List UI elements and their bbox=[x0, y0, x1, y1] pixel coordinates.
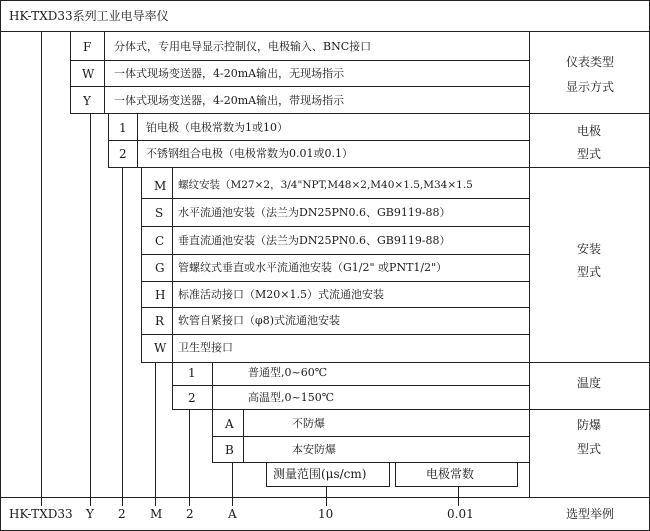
constant-box-label: 电极常数 bbox=[426, 467, 475, 481]
mount-code-h: H bbox=[155, 288, 166, 302]
mount-desc-h: 标准活动接口（M20×1.5）式流通池安装 bbox=[178, 288, 384, 301]
mount-desc-c: 垂直流通池安装（法兰为DN25PN0.6、GB9119-88） bbox=[178, 234, 451, 247]
mount-code-m: M bbox=[154, 179, 167, 193]
electrode-code-2: 2 bbox=[119, 147, 127, 161]
mount-desc-r: 软管自紧接口（φ8)式流通池安装 bbox=[178, 314, 340, 327]
mount-desc-s: 水平流通池安装（法兰为DN25PN0.6、GB9119-88） bbox=[178, 206, 451, 219]
temp-desc-2: 高温型,0~150℃ bbox=[248, 391, 335, 404]
example-model: HK-TXD33 bbox=[9, 507, 73, 521]
mount-label-line2: 型式 bbox=[577, 265, 602, 279]
explosion-code-a: A bbox=[225, 417, 234, 431]
display-desc-y: 一体式现场变送器，4-20mA输出，带现场指示 bbox=[114, 94, 345, 107]
display-code-f: F bbox=[83, 40, 92, 54]
mount-code-w: W bbox=[154, 341, 167, 355]
example-label: 选型举例 bbox=[566, 507, 615, 521]
display-code-w: W bbox=[82, 67, 95, 81]
explosion-desc-b: 本安防爆 bbox=[292, 443, 336, 456]
mount-code-s: S bbox=[155, 206, 164, 220]
temp-code-1: 1 bbox=[188, 366, 196, 380]
example-constant: 0.01 bbox=[447, 507, 474, 521]
example-electrode: 2 bbox=[118, 507, 126, 521]
range-box-label: 测量范围(μs/cm) bbox=[273, 467, 367, 481]
mount-desc-g: 管螺纹式垂直或水平流通池安装（G1/2" 或PNT1/2"） bbox=[178, 261, 448, 274]
electrode-label-line2: 型式 bbox=[577, 147, 602, 161]
explosion-code-b: B bbox=[225, 443, 234, 457]
mount-desc-m: 螺纹安装（M27×2，3/4"NPT,M48×2,M40×1.5,M34×1.5 bbox=[178, 179, 473, 191]
display-desc-f: 分体式，专用电导显示控制仪，电极输入、BNC接口 bbox=[114, 40, 372, 53]
mount-code-c: C bbox=[155, 234, 165, 248]
explosion-label-line1: 防爆 bbox=[577, 418, 602, 432]
temp-code-2: 2 bbox=[188, 391, 196, 405]
example-mount: M bbox=[150, 507, 163, 521]
explosion-desc-a: 不防爆 bbox=[292, 417, 325, 430]
mount-label-line1: 安装 bbox=[577, 242, 602, 256]
display-label-line1: 仪表类型 bbox=[566, 55, 615, 69]
electrode-desc-2: 不锈钢组合电极（电极常数为0.01或0.1） bbox=[146, 147, 353, 160]
temp-label: 温度 bbox=[577, 376, 602, 390]
example-temp: 2 bbox=[186, 507, 194, 521]
mount-code-r: R bbox=[155, 314, 165, 328]
temp-desc-1: 普通型,0~60℃ bbox=[248, 366, 328, 379]
page-title: HK-TXD33系列工业电导率仪 bbox=[9, 9, 169, 23]
example-explosion: A bbox=[228, 507, 237, 521]
mount-code-g: G bbox=[155, 261, 165, 275]
display-code-y: Y bbox=[83, 94, 91, 108]
electrode-desc-1: 铂电极（电极常数为1或10） bbox=[146, 121, 288, 134]
electrode-code-1: 1 bbox=[119, 121, 127, 135]
display-label-line2: 显示方式 bbox=[566, 80, 615, 94]
example-range: 10 bbox=[318, 507, 334, 521]
mount-desc-w: 卫生型接口 bbox=[178, 341, 233, 354]
explosion-label-line2: 型式 bbox=[577, 442, 602, 456]
electrode-label-line1: 电极 bbox=[577, 124, 602, 138]
example-display: Y bbox=[86, 507, 94, 521]
display-desc-w: 一体式现场变送器，4-20mA输出，无现场指示 bbox=[114, 67, 345, 80]
